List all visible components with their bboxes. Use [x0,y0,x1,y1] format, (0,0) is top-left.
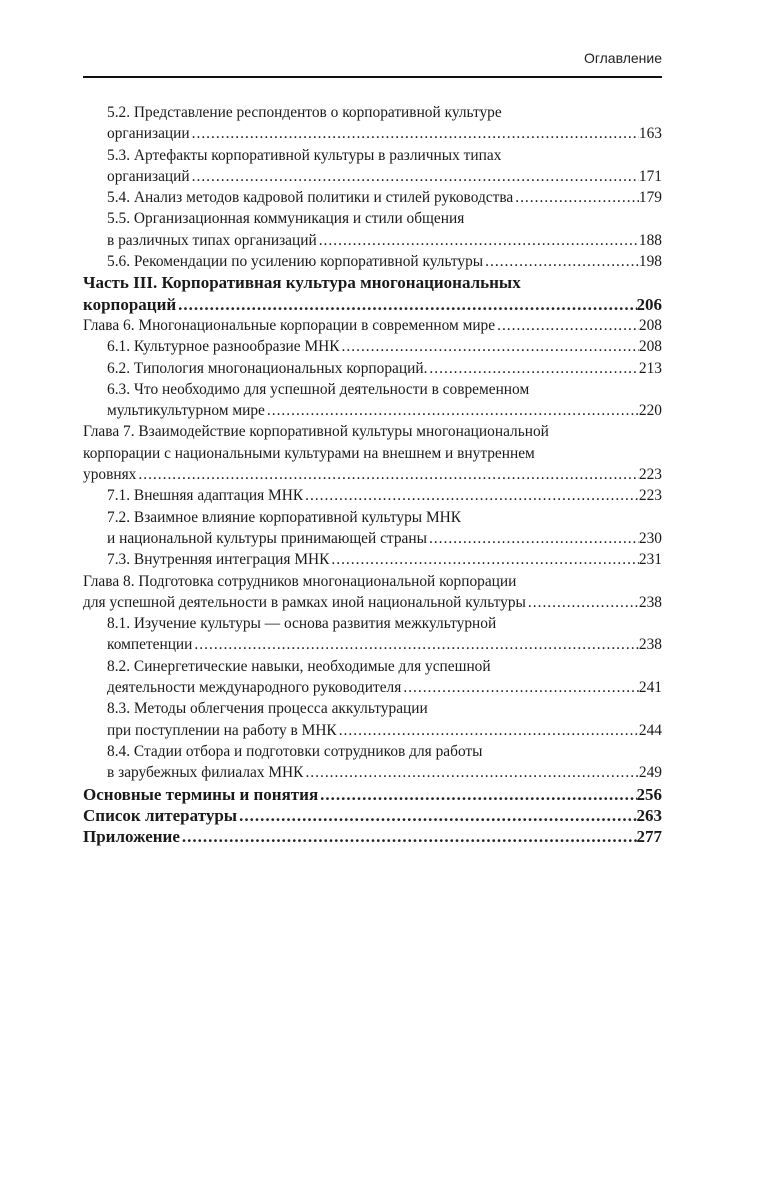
toc-entry-title: 7.3. Внутренняя интеграция МНК [107,551,330,569]
dot-leader [483,251,639,272]
toc-entry[interactable] [83,677,662,698]
toc-entry-title: корпораций [83,294,177,314]
dot-leader [176,294,636,315]
toc-entry-title: Глава 7. Взаимодействие корпоративной культуры многонациональной [83,423,549,441]
toc-entry-page: 238 [638,636,662,654]
toc-entry[interactable] [83,762,662,783]
toc-entry[interactable] [83,507,662,528]
toc-entry-page: 223 [638,487,662,505]
toc-entry-title: 5.5. Организационная коммуникация и стили общения [107,210,465,228]
toc-entry-page: 208 [638,338,662,356]
toc-entry[interactable] [83,549,662,570]
toc-entry-page: 179 [638,189,662,207]
dot-leader [427,358,638,379]
toc-entry[interactable] [83,208,662,229]
toc-entry[interactable] [83,634,662,655]
dot-leader [526,592,639,613]
dot-leader [190,166,639,187]
toc-entry-title: Список литературы [83,805,238,825]
toc-entry-title: и национальной культуры принимающей страны [107,529,427,547]
toc-entry-title: мультикультурном мире [107,402,265,420]
dot-leader [337,720,639,741]
toc-entry-title: организации [107,125,190,143]
toc-entry[interactable] [83,102,662,123]
table-of-contents [83,102,662,847]
toc-entry[interactable] [83,421,662,442]
toc-entry[interactable] [83,145,662,166]
toc-entry-page: 256 [636,784,662,804]
toc-entry-title: 6.1. Культурное разнообразие МНК [107,338,340,356]
dot-leader [303,762,638,783]
toc-entry-title: 7.2. Взаимное влияние корпоративной культуры МНК [107,508,462,526]
toc-entry-title: Основные термины и понятия [83,784,319,804]
toc-entry-title: компетенции [107,636,193,654]
toc-entry-page: 249 [638,764,662,782]
toc-entry[interactable] [83,336,662,357]
dot-leader [401,677,639,698]
toc-entry-page: 213 [638,359,662,377]
toc-entry-title: при поступлении на работу в МНК [107,721,337,739]
toc-entry-page: 198 [638,253,662,271]
dot-leader [237,805,636,826]
toc-entry-page: 241 [638,679,662,697]
toc-entry-title: Приложение [83,827,180,847]
toc-entry[interactable] [83,358,662,379]
toc-entry-title: организаций [107,167,190,185]
toc-entry-title: в различных типах организаций [107,231,317,249]
dot-leader [427,528,639,549]
toc-entry-title: 8.2. Синергетические навыки, необходимые для успешной [107,657,491,675]
toc-entry[interactable] [83,826,662,847]
dot-leader [265,400,639,421]
toc-entry-page: 230 [638,529,662,547]
toc-entry[interactable] [83,784,662,805]
dot-leader [318,784,636,805]
toc-entry[interactable] [83,400,662,421]
toc-entry-title: 5.6. Рекомендации по усилению корпоративной культуры [107,253,484,271]
toc-entry-title: Глава 6. Многонациональные корпорации в современном мире [83,316,496,334]
toc-entry-title: 8.3. Методы облегчения процесса аккультурации [107,700,428,718]
toc-entry-page: 277 [636,827,662,847]
dot-leader [136,464,639,485]
toc-entry[interactable] [83,592,662,613]
dot-leader [317,230,639,251]
dot-leader [513,187,639,208]
toc-entry[interactable] [83,528,662,549]
toc-entry[interactable] [83,720,662,741]
toc-entry[interactable] [83,571,662,592]
toc-entry[interactable] [83,613,662,634]
dot-leader [495,315,639,336]
toc-entry-page: 223 [638,466,662,484]
toc-entry[interactable] [83,805,662,826]
toc-entry-page: 238 [638,593,662,611]
toc-entry[interactable] [83,741,662,762]
toc-entry[interactable] [83,698,662,719]
toc-entry[interactable] [83,485,662,506]
toc-entry[interactable] [83,251,662,272]
dot-leader [303,485,639,506]
toc-entry[interactable] [83,379,662,400]
toc-entry-title: Часть III. Корпоративная культура многонациональных [83,273,521,293]
toc-entry-page: 206 [636,294,662,314]
dot-leader [192,634,638,655]
toc-entry[interactable] [83,166,662,187]
toc-entry[interactable] [83,272,662,293]
toc-entry[interactable] [83,464,662,485]
dot-leader [190,123,639,144]
toc-entry-page: 163 [638,125,662,143]
toc-entry[interactable] [83,443,662,464]
toc-entry[interactable] [83,294,662,315]
header-rule [83,76,662,78]
dot-leader [180,826,637,847]
toc-entry-title: Глава 8. Подготовка сотрудников многонациональной корпорации [83,572,517,590]
toc-entry-title: 5.2. Представление респондентов о корпоративной культуре [107,104,502,121]
toc-entry-title: 5.3. Артефакты корпоративной культуры в различных типах [107,146,502,164]
toc-entry-title: 7.1. Внешняя адаптация МНК [107,487,304,505]
toc-entry-page: 231 [638,551,662,569]
toc-entry[interactable] [83,187,662,208]
toc-entry-title: в зарубежных филиалах МНК [107,764,304,782]
toc-entry-page: 188 [638,231,662,249]
toc-entry-title: уровнях [83,466,137,484]
toc-entry-page: 263 [636,805,662,825]
toc-entry[interactable] [83,123,662,144]
toc-entry[interactable] [83,315,662,336]
toc-entry[interactable] [83,230,662,251]
toc-entry-page: 244 [638,721,662,739]
dot-leader [329,549,639,570]
toc-entry-title: 6.3. Что необходимо для успешной деятельности в современном [107,380,530,398]
toc-entry-title: 5.4. Анализ методов кадровой политики и стилей руководства [107,189,514,207]
toc-entry-page: 171 [638,167,662,185]
toc-entry-title: деятельности международного руководителя [107,679,402,697]
toc-entry-title: для успешной деятельности в рамках иной национальной культуры [83,593,526,611]
running-header [83,50,662,74]
header-title: Оглавление [583,50,662,66]
toc-entry-page: 208 [638,316,662,334]
toc-entry-title: корпорации с национальными культурами на внешнем и внутреннем [83,444,535,462]
dot-leader [340,336,639,357]
toc-entry-page: 220 [638,402,662,420]
toc-entry-title: 8.4. Стадии отбора и подготовки сотрудников для работы [107,742,483,760]
toc-entry-title: 8.1. Изучение культуры — основа развития межкультурной [107,615,497,633]
toc-entry[interactable] [83,656,662,677]
toc-entry-title: 6.2. Типология многонациональных корпораций. [107,359,428,377]
